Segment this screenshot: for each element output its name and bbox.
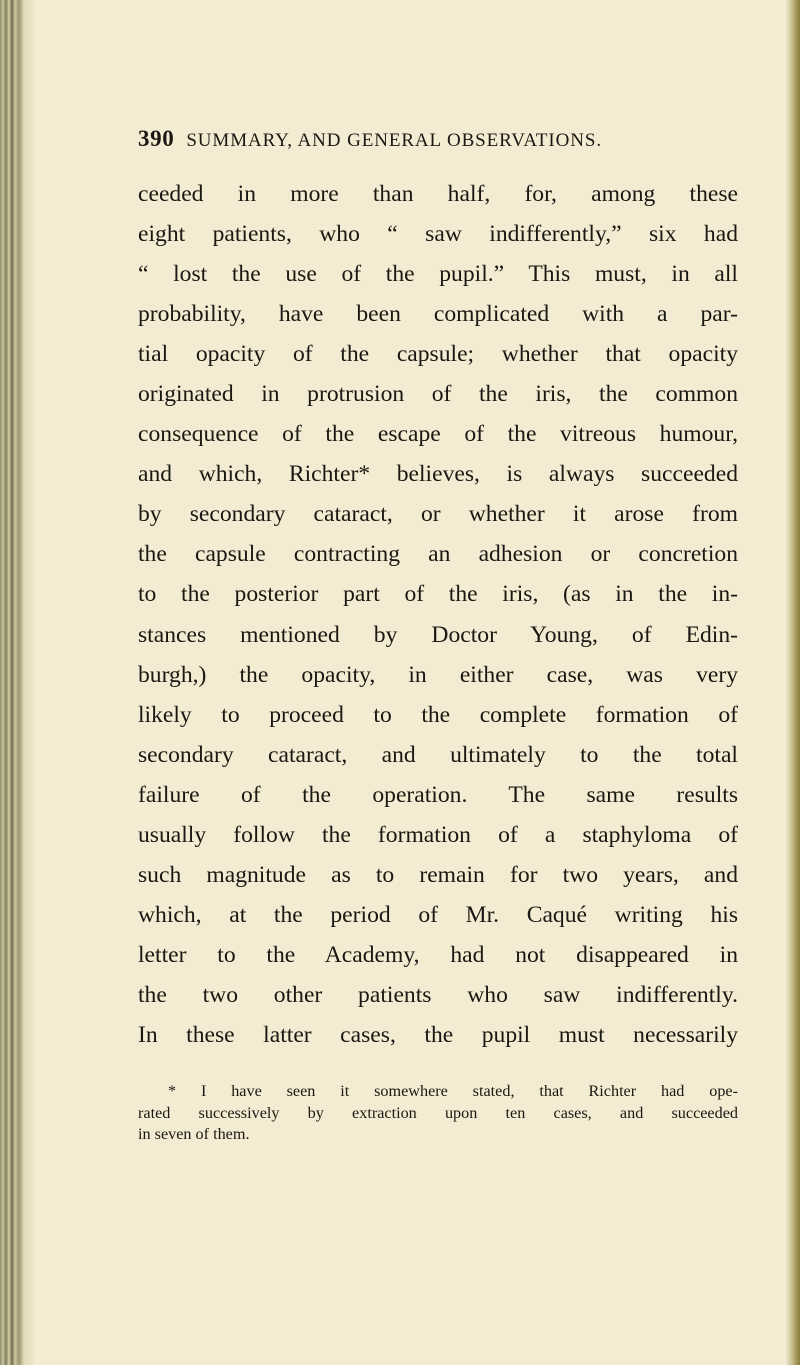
text-line: such magnitude as to remain for two years, and [138,861,738,888]
footnote [138,1081,738,1146]
footnote-line: rated successively by extraction upon ten cases, and succeeded [138,1103,738,1122]
text-line: In these latter cases, the pupil must necessarily [138,1021,738,1048]
text-line: eight patients, who “ saw indifferently,” six had [138,221,738,248]
text-line: tial opacity of the capsule; whether that opacity [138,341,738,368]
footnote-line: * I have seen it somewhere stated, that Richter had ope- [168,1082,738,1101]
text-line: “ lost the use of the pupil.” This must, in all [138,261,738,288]
running-head [138,126,738,162]
text-line: burgh,) the opacity, in either case, was very [138,661,738,688]
page-right-edge [786,0,800,1365]
text-line: usually follow the formation of a staphyloma of [138,821,738,848]
text-line: originated in protrusion of the iris, the common [138,381,738,408]
book-page [138,126,738,1146]
text-line: and which, Richter* believes, is always succeeded [138,461,738,488]
text-line: probability, have been complicated with a par- [138,301,738,328]
text-line: by secondary cataract, or whether it arose from [138,501,738,528]
text-line: consequence of the escape of the vitreous humour, [138,421,738,448]
text-line: the two other patients who saw indifferently. [138,981,738,1008]
text-line: the capsule contracting an adhesion or concretion [138,541,738,568]
text-line: which, at the period of Mr. Caqué writing his [138,901,738,928]
text-line: likely to proceed to the complete formation of [138,701,738,728]
text-line: to the posterior part of the iris, (as in the in- [138,581,738,608]
text-line: secondary cataract, and ultimately to the total [138,741,738,768]
text-line: failure of the operation. The same results [138,781,738,808]
body-text [138,174,738,1055]
running-head-title: SUMMARY, AND GENERAL OBSERVATIONS. [186,130,602,151]
page-number: 390 [138,126,175,151]
text-line: letter to the Academy, had not disappeared in [138,941,738,968]
text-line: ceeded in more than half, for, among these [138,181,738,207]
book-binding-edge [0,0,34,1365]
text-line: stances mentioned by Doctor Young, of Edin- [138,621,738,648]
footnote-line: in seven of them. [138,1125,250,1144]
